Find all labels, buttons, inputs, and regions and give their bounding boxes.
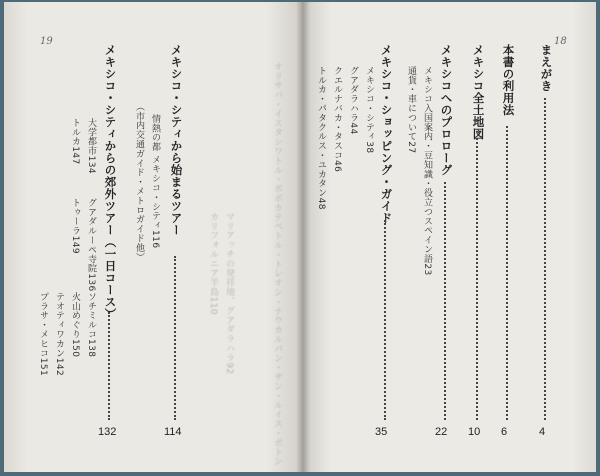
toc-sub: テオティワカン142 <box>54 292 64 377</box>
dot-leader <box>384 220 388 420</box>
toc-page-how-to-use: 6 <box>501 426 508 438</box>
dot-leader <box>174 256 178 420</box>
toc-page-city-tour: 114 <box>164 426 182 438</box>
toc-page-prologue: 22 <box>435 426 448 438</box>
toc-page-shopping: 35 <box>375 426 388 438</box>
toc-sub: 大学都市134 <box>86 118 96 174</box>
toc-sub: 火山めぐり150 <box>70 292 80 358</box>
toc-page-map: 10 <box>468 426 481 438</box>
dot-leader <box>476 138 480 420</box>
toc-sub: トルカ147 <box>70 118 80 165</box>
toc-sub: グアダルーペ寺院136 <box>86 198 96 292</box>
toc-sub: 情熱の都 メキシコ・シティ116 <box>150 114 160 249</box>
toc-title-how-to-use: 本書の利用法 <box>501 44 516 116</box>
open-book <box>4 2 596 472</box>
toc-sub: ソチミルコ138 <box>86 292 96 358</box>
page-number-left: 19 <box>40 36 53 47</box>
toc-sub: プラサ・メヒコ151 <box>38 292 48 377</box>
toc-sub: グアダラハラ44 <box>348 66 358 135</box>
toc-title-shopping: メキシコ・ショッピング・ガイド <box>379 44 394 224</box>
page-number-right: 18 <box>554 36 567 47</box>
dot-leader <box>444 182 448 420</box>
toc-page-day-tour: 132 <box>98 426 117 438</box>
toc-title-city-tour: メキシコ・シティから始まるツアー <box>169 44 184 236</box>
toc-sub: メキシコ入国案内・豆知識・役立つスペイン語23 <box>422 66 432 276</box>
bleed-through-text: カリフォルニア半島110 <box>208 212 218 315</box>
dot-leader <box>544 98 548 420</box>
toc-title-day-tour: メキシコ・シティからの郊外ツアー（一日コース） <box>103 44 118 320</box>
toc-sub: （市内交通ガイド・メトロガイド他） <box>134 102 144 262</box>
toc-sub: トゥーラ149 <box>70 198 80 254</box>
toc-sub: クエルナバカ・タスコ46 <box>332 66 342 173</box>
toc-title-preface: まえがき <box>539 44 554 92</box>
bleed-through-text: マリアッチの発祥地、グアダラハラ92 <box>224 212 234 375</box>
book-gutter <box>296 2 310 472</box>
bleed-through-text: オリサバ・イスタシワトル・ポポカテペトル・トレオン・ナウカルパン・サン・ルイス・ポトシ <box>272 62 282 467</box>
dot-leader <box>108 312 112 420</box>
dot-leader <box>506 126 510 420</box>
toc-sub: 通貨・車について27 <box>406 66 416 154</box>
toc-page-preface: 4 <box>539 426 546 438</box>
toc-sub: トルカ・パタクルス・ユカタン48 <box>316 66 326 210</box>
toc-title-map: メキシコ全土地図 <box>471 44 486 140</box>
toc-sub: メキシコ・シティ38 <box>364 66 374 154</box>
toc-title-prologue: メキシコへのプロローグ <box>439 44 454 176</box>
